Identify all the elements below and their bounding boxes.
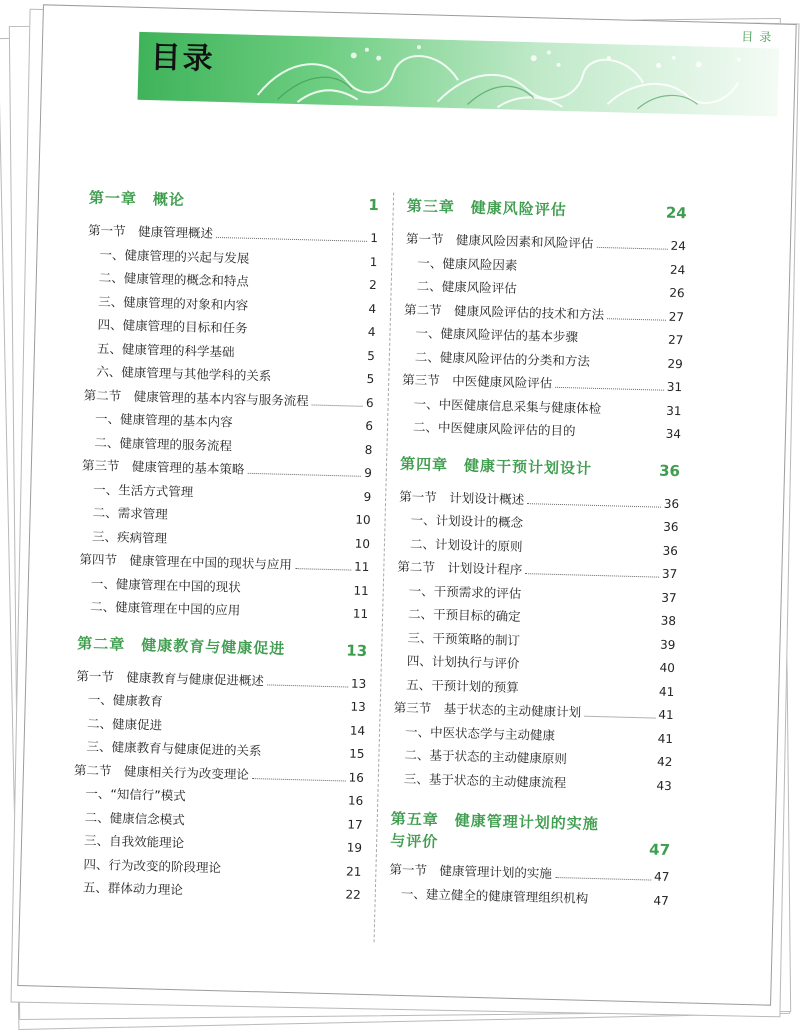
dot-leader [555,877,651,881]
section-entry [389,860,669,887]
page-number: 39 [659,637,676,652]
entry-title: 六、健康管理与其他学科的关系 [96,363,272,384]
entry-title: 三、自我效能理论 [83,832,185,851]
entry-gap [519,691,659,695]
entry-title: 二、需求管理 [92,504,168,522]
entry-title: 一、“知信行”模式 [85,785,186,804]
entry-title: 第一节 健康风险因素和风险评估 [405,230,594,251]
page-number: 41 [657,731,674,746]
wave-pattern [138,32,780,117]
entry-title: 三、疾病管理 [91,528,168,546]
page-number: 4 [368,301,377,316]
entry-title: 一、建立健全的健康管理组织机构 [400,885,589,906]
entry-title: 第一节 计划设计概述 [399,488,525,507]
entry-title: 第四节 健康管理在中国的现状与应用 [79,551,293,573]
entry-title: 第二节 健康风险评估的技术和方法 [403,301,605,322]
page-number: 1 [369,254,378,269]
entry-title: 一、健康教育 [87,691,163,709]
entry-gap [575,435,665,437]
subsection-entry [80,526,370,554]
entry-title: 一、健康管理的兴起与发展 [99,246,250,266]
entry-title: 第二节 健康管理的基本内容与服务流程 [83,387,309,408]
subsection-entry [85,338,375,366]
entry-title: 二、中医健康风险评估的目的 [412,419,576,439]
page-number: 13 [350,699,366,714]
page-number: 14 [349,723,366,738]
subsection-entry [397,580,677,607]
entry-gap [578,341,668,343]
subsection-entry [395,627,675,654]
page-number: 11 [352,606,369,622]
chapter-entry [406,195,687,228]
subsection-entry [87,268,377,296]
entry-title: 一、生活方式管理 [93,481,194,499]
subsection-entry [79,573,369,601]
page-number: 6 [365,395,374,410]
entry-gap [567,215,666,218]
subsection-entry [398,533,678,560]
page-number: 36 [658,461,681,480]
subsection-entry [74,736,364,764]
entry-title: 二、健康风险评估的分类和方法 [414,348,591,369]
subsection-entry [394,674,674,701]
entry-title: 二、干预目标的确定 [407,606,521,625]
page-number: 11 [353,559,370,575]
page-number: 5 [367,348,376,363]
entry-title: 五、干预计划的预算 [406,676,519,695]
entry-gap [249,286,369,289]
subsection-entry [81,479,371,507]
wave-banner [138,32,780,117]
subsection-entry [405,252,685,279]
entry-gap [522,551,662,555]
subsection-entry [72,830,362,858]
page-number: 47 [653,869,670,884]
page-number: 36 [662,543,679,558]
page-number: 42 [656,754,673,770]
page-number: 27 [667,332,684,348]
entry-gap [193,496,363,500]
section-entry [84,385,374,413]
subsection-entry [389,883,669,910]
entry-title: 二、基于状态的主动健康原则 [404,747,568,767]
page-number: 27 [668,309,685,324]
entry-title: 一、健康风险因素 [417,254,518,273]
page-number: 19 [346,840,363,855]
entry-gap [520,645,660,649]
entry-gap [592,473,659,475]
section-entry [393,698,673,725]
entry-gap [247,333,367,336]
page-number: 1 [370,230,379,246]
entry-title: 一、干预需求的评估 [408,582,522,601]
entry-gap [555,739,658,742]
section-entry [402,370,682,397]
entry-title: 第五章 健康管理计划的实施与评价 [389,809,599,851]
page-number: 6 [365,418,374,434]
page-number: 5 [366,371,375,387]
entry-title: 第一章 概论 [88,188,186,210]
subsection-entry [71,877,361,905]
entry-gap [567,763,657,765]
entry-gap [249,262,369,265]
page-number: 24 [670,238,687,254]
subsection-entry [73,783,363,811]
entry-title: 三、基于状态的主动健康流程 [403,770,567,790]
subsection-entry [76,689,366,717]
subsection-entry [83,408,373,436]
dot-leader [527,503,661,507]
entry-title: 一、健康风险评估的基本步骤 [415,325,579,345]
page-number: 26 [669,285,685,301]
entry-title: 第三节 健康管理的基本策略 [81,457,245,477]
page-number: 8 [364,442,373,457]
entry-gap [184,847,347,851]
entry-gap [183,894,346,898]
page-number: 47 [648,840,671,860]
page-number: 2 [368,277,377,293]
entry-gap [162,729,350,734]
page-number: 34 [665,426,682,442]
dot-leader [555,387,664,391]
entry-gap [233,426,366,429]
entry-gap [519,668,659,672]
page-number: 16 [348,770,365,785]
entry-title: 第一节 健康管理概述 [87,222,214,241]
page-number: 11 [353,583,369,598]
chapter-entry [400,452,681,485]
entry-gap [241,591,354,594]
page-number: 38 [660,613,677,629]
subsection-entry [403,323,683,350]
page-number: 40 [659,660,676,676]
entry-title: 第一节 健康管理计划的实施 [389,861,553,881]
toc-left-column [73,187,380,902]
page-number: 4 [367,324,376,340]
subsection-entry [401,393,681,420]
dot-leader [584,716,655,719]
entry-gap [590,365,668,367]
subsection-entry [80,502,370,530]
entry-title: 五、健康管理的科学基础 [96,340,235,359]
page-number: 36 [663,496,680,511]
subsection-entry [401,417,681,444]
entry-title: 一、健康管理的基本内容 [94,410,233,430]
subsection-entry [75,713,365,741]
subsection-entry [78,596,368,624]
subsection-entry [398,510,678,537]
dot-leader [295,568,351,570]
subsection-entry [72,807,362,835]
page-number: 29 [667,356,683,371]
entry-title: 一、中医健康信息采集与健康体检 [413,395,602,416]
entry-title: 第三节 基于状态的主动健康计划 [393,699,582,720]
dot-leader [267,684,348,687]
toc-right-column [389,195,687,908]
section-entry [404,299,684,326]
section-entry [399,486,679,513]
entry-gap [285,653,346,655]
entry-gap [221,872,346,875]
chapter-entry [390,804,671,859]
dot-leader [252,778,346,781]
entry-title: 第三节 中医健康风险评估 [402,371,553,391]
entry-gap [240,615,353,618]
subsection-entry [87,244,377,272]
entry-gap [601,413,666,415]
running-header: 目录 [741,29,778,45]
entry-gap [163,706,351,711]
subsection-entry [396,604,676,631]
subsection-entry [86,291,376,319]
page-number: 1 [368,195,380,215]
subsection-entry [85,315,375,343]
page-number: 41 [658,684,675,699]
entry-gap [517,269,670,273]
page-number: 22 [345,887,361,902]
entry-gap [600,857,649,858]
section-entry [406,229,686,256]
entry-gap [566,787,656,789]
page-number: 15 [349,746,365,761]
entry-title: 二、健康促进 [86,715,163,733]
entry-gap [186,800,348,804]
entry-title: 一、计划设计的概念 [410,512,524,531]
dot-leader [216,237,367,242]
entry-gap [232,450,365,453]
section-entry [397,557,677,584]
entry-gap [517,293,670,297]
page-number: 41 [658,707,674,723]
entry-gap [523,527,663,531]
entry-title: 一、健康管理在中国的现状 [90,575,242,595]
page-number: 47 [653,893,669,908]
page-number: 31 [666,403,682,418]
section-entry [76,666,366,694]
subsection-entry [71,854,361,882]
entry-title: 三、健康教育与健康促进的关系 [86,738,262,759]
entry-title: 第二章 健康教育与健康促进 [77,633,286,658]
dot-leader [525,573,659,577]
page-number: 16 [347,793,364,808]
page-number: 10 [354,536,371,551]
entry-title: 三、干预策略的制订 [407,629,521,648]
section-entry [82,455,372,483]
page-number: 36 [663,519,679,535]
page-number: 37 [661,566,678,582]
page-number: 24 [669,262,686,277]
subsection-entry [395,651,675,678]
section-entry [79,549,369,577]
entry-gap [521,598,661,602]
page-number: 9 [363,489,372,504]
subsection-entry [392,768,672,795]
chapter-entry [89,187,380,221]
dot-leader [607,318,666,321]
entry-gap [261,755,349,757]
entry-gap [168,519,356,524]
page-number: 9 [364,465,373,481]
page-number: 43 [656,778,672,793]
section-entry [88,221,378,249]
page-number: 37 [661,590,677,605]
entry-title: 三、健康管理的对象和内容 [98,293,249,313]
entry-gap [588,902,653,904]
chapter-entry [77,632,368,666]
page-number: 13 [346,640,368,660]
entry-gap [167,542,355,547]
page-number: 24 [665,203,687,223]
entry-title: 第一节 健康教育与健康促进概述 [76,667,265,688]
entry-title: 一、中医状态学与主动健康 [404,723,556,743]
dot-leader [596,247,667,250]
entry-title: 第四章 健康干预计划设计 [399,454,593,478]
page-number: 13 [350,676,367,691]
subsection-entry [393,721,673,748]
entry-title: 第二节 健康相关行为改变理论 [73,761,250,782]
entry-gap [248,309,368,312]
entry-title: 四、健康管理的目标和任务 [97,316,248,336]
entry-gap [185,205,368,210]
entry-title: 二、健康管理的概念和特点 [98,269,250,289]
entry-title: 二、健康管理在中国的应用 [90,598,241,618]
page-title: 目录 [150,40,216,77]
page-number: 31 [666,379,683,395]
entry-title: 五、群体动力理论 [82,879,184,898]
toc-page [17,4,796,1005]
subsection-entry [392,745,672,772]
entry-title: 二、健康管理的服务流程 [94,434,233,453]
page-number: 17 [347,817,363,832]
entry-gap [521,621,661,625]
entry-title: 第二节 计划设计程序 [397,558,523,578]
section-entry [74,760,364,788]
page-number: 21 [345,864,362,879]
entry-gap [271,380,366,382]
entry-title: 第三章 健康风险评估 [406,196,568,220]
dot-leader [247,473,361,477]
subsection-entry [403,346,683,373]
dot-leader [312,404,363,406]
entry-title: 二、健康信念模式 [84,809,185,827]
entry-title: 四、计划执行与评价 [406,653,520,671]
entry-gap [234,356,367,359]
subsection-entry [84,362,374,390]
entry-title: 二、计划设计的原则 [409,535,523,554]
page-number: 10 [355,512,371,528]
entry-title: 四、行为改变的阶段理论 [83,856,222,875]
subsection-entry [404,276,684,303]
entry-gap [185,824,348,828]
subsection-entry [82,432,372,460]
entry-title: 二、健康风险评估 [416,278,517,296]
